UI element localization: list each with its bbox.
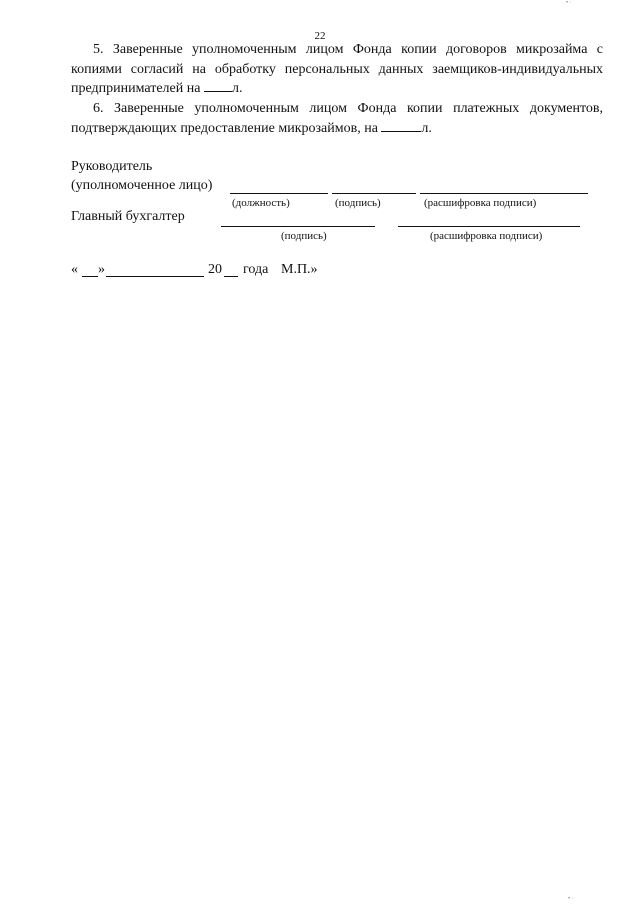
date-close-quote: » <box>98 262 105 277</box>
item-5-suffix: л. <box>231 81 243 96</box>
item-5-paragraph <box>71 40 603 99</box>
head-transcript-caption: (расшифровка подписи) <box>424 197 537 209</box>
head-signature-caption: (подпись) <box>335 197 381 209</box>
date-year-blank <box>224 276 238 277</box>
item-5-sheets-blank <box>204 79 232 92</box>
item-5-text: 5. Заверенные уполномоченным лицом Фонда копии договоров микрозайма с копиями согласий на обработку персональных данных заемщиков-индивидуальных предпринимателей на <box>71 42 603 96</box>
page-number: 22 <box>314 30 326 42</box>
accountant-signature-line <box>221 226 375 227</box>
head-signature-line <box>332 193 416 194</box>
head-label: Руководитель <box>71 159 153 174</box>
item-6-sheets-blank <box>381 119 421 132</box>
scan-speck-top: • · <box>566 0 572 6</box>
date-year-prefix: 20 <box>208 262 222 277</box>
head-position-line <box>230 193 328 194</box>
head-label-authorized: (уполномоченное лицо) <box>71 178 213 193</box>
head-position-caption: (должность) <box>232 197 290 209</box>
item-6-suffix: л. <box>421 120 432 136</box>
date-year-word: года <box>243 262 269 277</box>
head-transcript-line <box>420 193 588 194</box>
date-open-quote: « <box>71 262 78 277</box>
date-month-blank <box>106 276 204 277</box>
accountant-label: Главный бухгалтер <box>71 209 185 224</box>
scan-speck-bottom: • · <box>568 896 574 902</box>
accountant-transcript-line <box>398 226 580 227</box>
accountant-signature-caption: (подпись) <box>281 230 327 242</box>
item-6-text: 6. Заверенные уполномоченным лицом Фонда копии платежных документов, подтверждающих предоставление микрозаймов, на <box>71 101 603 136</box>
date-day-blank <box>82 276 98 277</box>
stamp-place: М.П.» <box>281 262 318 277</box>
accountant-transcript-caption: (расшифровка подписи) <box>430 230 543 242</box>
item-6-paragraph <box>71 99 603 138</box>
